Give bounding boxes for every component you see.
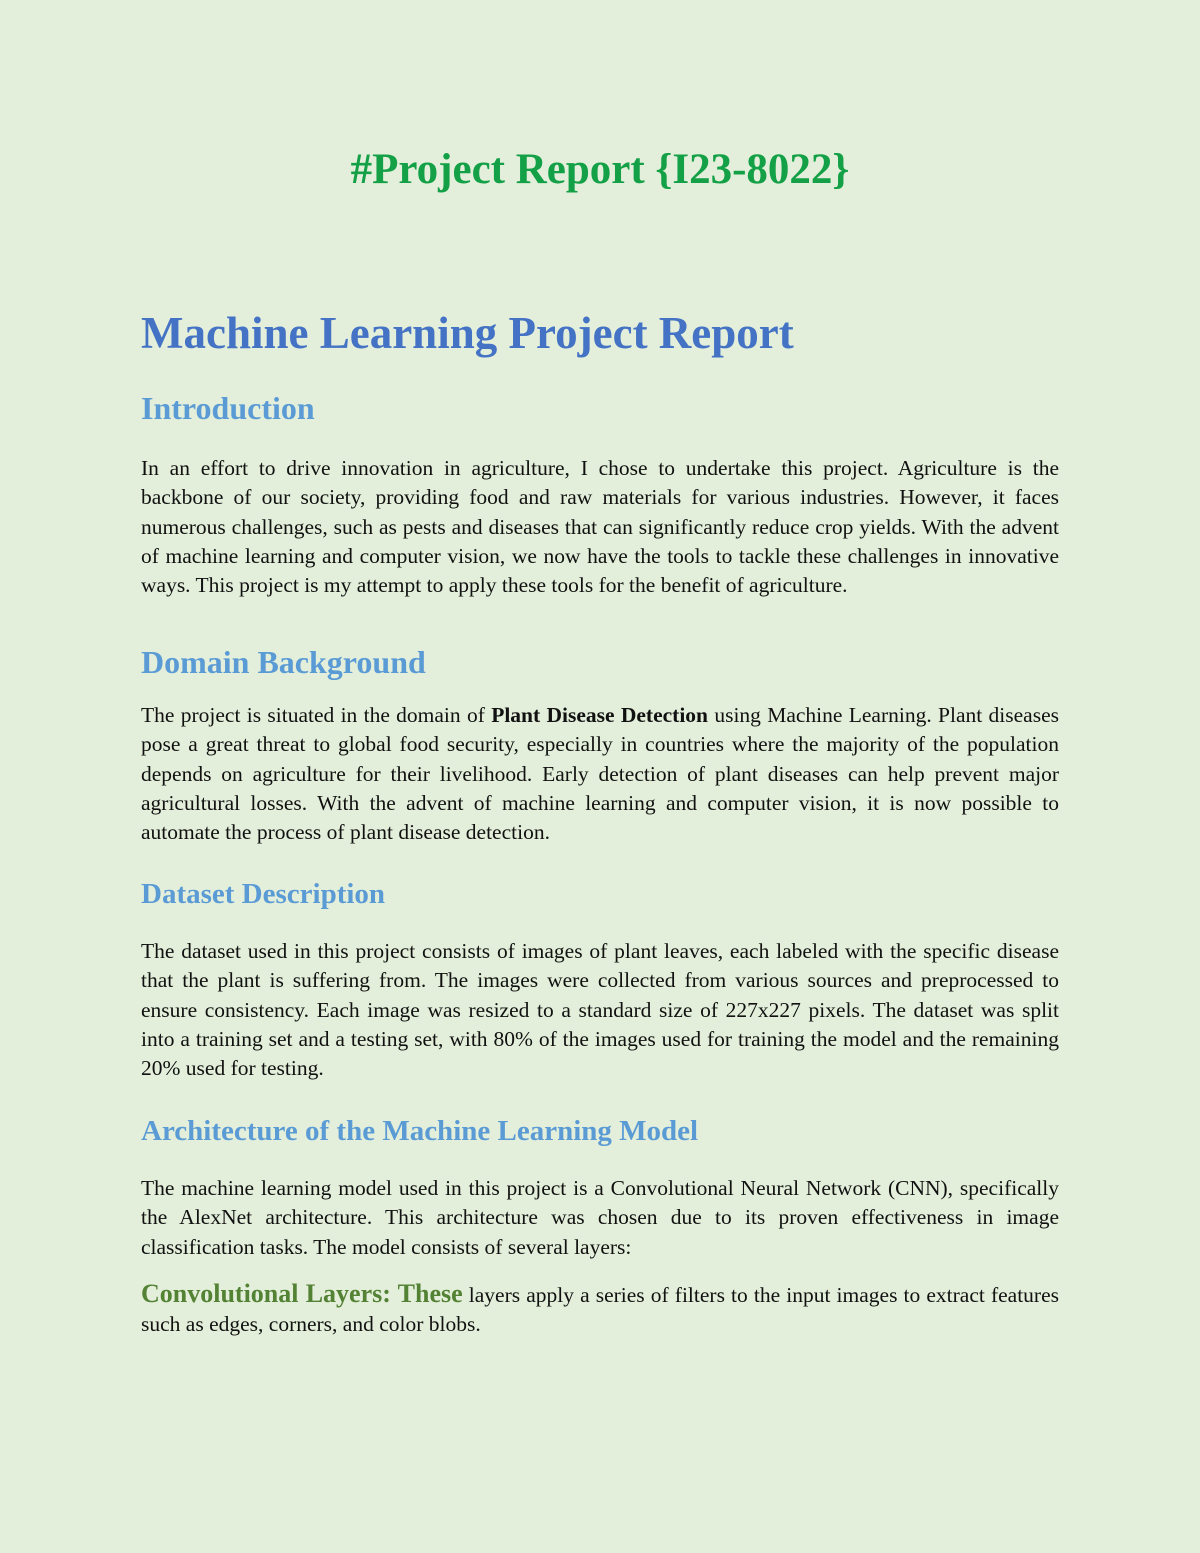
domain-background-heading: Domain Background <box>141 644 426 680</box>
dataset-description-heading: Dataset Description <box>141 878 386 910</box>
introduction-paragraph: In an effort to drive innovation in agriculture, I chose to undertake this project. Agriculture is the backbone of our society, providing food and raw materials for various industries. However, it faces numerous challenges, such as pests and diseases that can significantly reduce crop yields. With the advent of machine learning and computer vision, we now have the tools to tackle these challenges in innovative ways. This project is my attempt to apply these tools for the benefit of agriculture. <box>141 456 1059 598</box>
domain-background-paragraph <box>141 701 1059 847</box>
domain-background-text-end: using Machine Learning. Plant diseases pose a great threat to global food security, especially in countries where the majority of the population depends on agriculture for their livelihood. Early detection of plant diseases can help prevent major agricultural losses. With the advent of machine learning and computer vision, it is now possible to automate the process of plant disease detection. <box>141 703 1059 845</box>
page-title: Machine Learning Project Report <box>141 308 794 358</box>
domain-background-text-start: The project is situated in the domain of <box>141 703 492 727</box>
architecture-paragraph: The machine learning model used in this project is a Convolutional Neural Network (CNN), specifically the AlexNet architecture. This architecture was chosen due to its proven effectiveness in image classification tasks. The model consists of several layers: <box>141 1176 1059 1259</box>
architecture-heading: Architecture of the Machine Learning Model <box>141 1115 699 1147</box>
report-id-heading: #Project Report {I23-8022} <box>350 146 850 193</box>
convolutional-layers-label: Convolutional Layers: These <box>141 1279 463 1308</box>
convolutional-layers-item <box>141 1279 1059 1340</box>
dataset-description-paragraph: The dataset used in this project consists of images of plant leaves, each labeled with the specific disease that the plant is suffering from. The images were collected from various sources and preprocessed to ensure consistency. Each image was resized to a standard size of 227x227 pixels. The dataset was split into a training set and a testing set, with 80% of the images used for training the model and the remaining 20% used for testing. <box>141 939 1059 1081</box>
introduction-heading: Introduction <box>141 390 315 426</box>
convolutional-layers-description: layers apply a series of filters to the input images to extract features such as edges, corners, and color blobs. <box>141 1283 1059 1337</box>
domain-emphasis: Plant Disease Detection <box>491 703 709 727</box>
